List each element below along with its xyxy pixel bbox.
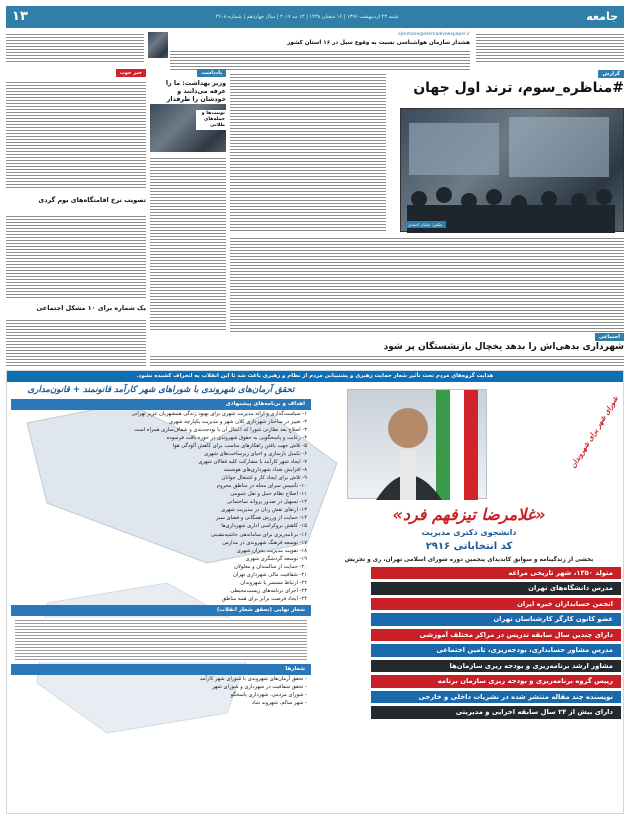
cv-list [371, 567, 621, 722]
program-item: ۱۷- توسعه فرهنگ شهروندی در مدارس [222, 539, 307, 546]
gozaresh-body-cols [230, 236, 624, 332]
middle-label: یادداشت [197, 69, 226, 77]
program-item: ۱۴- حمایت از ورزش همگانی و فضای سبز [216, 515, 307, 522]
golden-tweets-title: توییت‌ها و جمله‌های طلایی [196, 110, 226, 130]
author-photo [148, 32, 168, 58]
program-item: ۱۶- برنامه‌ریزی برای ساماندهی حاشیه‌نشینی [210, 531, 307, 538]
cv-item: متولد ۱۳۵۰، شهر تاریخی مراغه [371, 567, 621, 579]
gozaresh-label-row [410, 68, 624, 80]
program-item: ۲۲- ارتباط مستمر با شهروندان [240, 579, 307, 586]
program-item: ۶- تکمیل بازسازی و احیای زیرساخت‌های شهری [204, 450, 307, 457]
middle-headline: وزیر بهداشت: ما را عرفه می‌دانند و خودشان را طرفدار [165, 80, 226, 103]
left-headline-2: یک شماره برای ۱۰ مشکل اجتماعی [36, 304, 146, 312]
program-item: ۵- تلاش جهت یافتن راهکارهای مناسب برای کاهش آلودگی هوا [172, 442, 307, 449]
candidate-photo [347, 389, 487, 499]
date-line: شنبه ۲۳ اردیبهشت ۱۳۹۶ | ۱۶ شعبان ۱۴۳۸ | ۱۳ مه ۲۰۱۷ | سال چهاردهم | شماره ۳۶۰۸ [215, 13, 399, 20]
program-header-3: شعارها [11, 664, 311, 675]
cv-item: نویسنده چند مقاله منتشر شده در نشریات داخلی و خارجی [371, 691, 621, 703]
candidate-code: کد انتخاباتی ۲۹۱۶ [425, 541, 513, 552]
cv-item: مشاور ارشد برنامه‌ریزی و بودجه ریزی سازمان‌ها [371, 660, 621, 672]
candidate-name: «غلامرضا تیزفهم فرد» [392, 505, 546, 524]
ad-quote: هدایت گروه‌های مردم تحت تأثیر شعار حمایت رهبری و پشتیبانی مردم از نظام و رهبری باعث شد تا این انقلاب به انحراف کشیده نشود. [7, 371, 623, 382]
cv-item: عضو کانون کارگر کارشناسان تهران [371, 613, 621, 625]
top-right-text [476, 32, 624, 64]
gozaresh-headline: #مناظره_سوم، ترند اول جهان [413, 80, 624, 96]
top-news [170, 32, 470, 66]
candidate-slogan: شورای شهر برای شهروندان [569, 395, 620, 470]
section-title: جامعه [586, 10, 618, 24]
page-header [6, 6, 624, 28]
campaign-ad [6, 370, 624, 814]
photo-caption: عکس: شایان احمدی [405, 221, 446, 228]
left-body-mid [6, 214, 146, 300]
left-label-row [6, 68, 146, 78]
program-panel [11, 385, 311, 811]
email-text: ejtemaee@etemadnewspaper.ir [398, 32, 470, 37]
program-header-1: اهداف و برنامه‌های پیشنهادی [11, 399, 311, 410]
slogan-item: - تحقق شفافیت در شهرداری و شورای شهر [212, 683, 307, 690]
program-final-text [15, 618, 307, 662]
program-item: ۱۲- تسهیل در صدور پروانه ساختمانی [226, 499, 307, 506]
gozaresh-label: گزارش [598, 70, 624, 78]
program-header-2: شعار نهایی (تحقق شعار انقلاب) [11, 605, 311, 616]
program-item: ۲۱- شفافیت مالی شهرداری تهران [233, 571, 307, 578]
program-item: ۸- افزایش تعداد شهرداری‌های هوشمند [223, 467, 307, 474]
program-title: تحقق آرمان‌های شهروندی با شوراهای شهر کارآمد قانونمند + قانون‌مداری [27, 385, 295, 395]
program-item: ۱۳- ارتقای نقش زنان در مدیریت شهری [221, 507, 307, 514]
lower-headline: شهرداری بدهی‌اش را بدهد یخچال بازنشستگان پر شود [383, 342, 624, 352]
slogan-item: - تحقق آرمان‌های شهروندی با شورای شهر کارآمد [199, 675, 307, 682]
left-headline-1: تصویب نرخ اقامتگاه‌های بوم گردی [38, 196, 146, 204]
middle-body [150, 156, 226, 332]
slogan-item: - شورای مردمی، شهرداری پاسخگو [230, 691, 307, 698]
program-item: ۳- اصلاح بعد نظارتی شورا که اعمال آن با بودجه‌بندی و شفاف‌سازی همراه است [134, 426, 307, 433]
program-item: ۱۵- کاهش بروکراسی اداری شهرداری‌ها [221, 523, 307, 530]
program-item: ۴- رعایت و پاسخگویی به حقوق شهروندی در حوزه بافت فرسوده [166, 434, 307, 441]
top-news-headline: هشدار سازمان هواشناسی نسبت به وقوع سیل در ۱۶ استان کشور [287, 39, 470, 46]
program-item: ۱۹- توسعه گردشگری شهری [245, 555, 307, 562]
candidate-panel [317, 385, 621, 811]
debate-photo [400, 108, 624, 232]
cv-item: انجمن حسابداران خبره ایران [371, 598, 621, 610]
slogan-list [11, 675, 311, 707]
candidate-portrait-icon [346, 390, 486, 500]
golden-tweets-box [196, 110, 226, 128]
gozaresh-body-col1 [230, 72, 386, 232]
cv-item: مدرس مشاور حسابداری، بودجه‌ریزی، تامین اجتماعی [371, 644, 621, 656]
cv-item: مدرس دانشگاه‌های تهران [371, 582, 621, 594]
program-item: ۱۱- اصلاح نظام حمل و نقل عمومی [230, 491, 307, 498]
program-item: ۲۴- ایجاد فرصت برابر برای همه مناطق [221, 596, 307, 603]
candidate-degree: دانشجوی دکتری مدیریت [421, 528, 517, 537]
top-left-text [6, 32, 144, 64]
debate-scene-illustration [399, 109, 623, 233]
program-item: ۱- سیاست‌گذاری و ارائه مدیریت شهری برای بهبود زندگی همشهریان عزیز تهرانی [131, 410, 307, 417]
lower-label-row [230, 332, 624, 342]
program-item: ۱۰- تأسیس سرای محله در مناطق محروم [216, 483, 307, 490]
middle-label-row [150, 68, 226, 78]
program-item: ۲- تغییر در ساختار شهرداری کلان شهر و مدیریت یکپارچه شهری [168, 418, 307, 425]
bio-heading: بخشی از زندگینامه و سوابق کاندیدای پنجمین دوره شورای اسلامی تهران، ری و تجریش [344, 557, 594, 563]
program-item: ۱۸- تقویت مدیریت بحران شهری [236, 547, 307, 554]
left-label: خبر خوب [116, 69, 146, 77]
program-item: ۹- تلاش برای ایجاد کار و اشتغال جوانان [221, 475, 307, 482]
program-item: ۲۳- اجرای برنامه‌های زیست‌محیطی [230, 587, 307, 594]
lower-label: اجتماعی [595, 333, 624, 341]
program-item: ۷- ایجاد شهر کارآمد با مشارکت کلیه فعالان شهری [198, 458, 307, 465]
cv-item: دارای بیش از ۲۴ سال سابقه اجرایی و مدیریتی [371, 706, 621, 718]
cv-item: رییس گروه برنامه‌ریزی و بودجه ریزی سازمان برنامه [371, 675, 621, 687]
cv-item: دارای چندین سال سابقه تدریس در مراکز مختلف آموزشی [371, 629, 621, 641]
program-item: ۲۰- حمایت از سالمندان و معلولان [234, 563, 307, 570]
left-body-top [6, 80, 146, 190]
program-list [11, 410, 311, 604]
slogan-item: - شهر سالم، شهروند شاد [251, 700, 307, 707]
lower-body [150, 354, 624, 368]
page-number: ۱۳ [12, 8, 28, 24]
left-body-bottom [6, 318, 146, 366]
